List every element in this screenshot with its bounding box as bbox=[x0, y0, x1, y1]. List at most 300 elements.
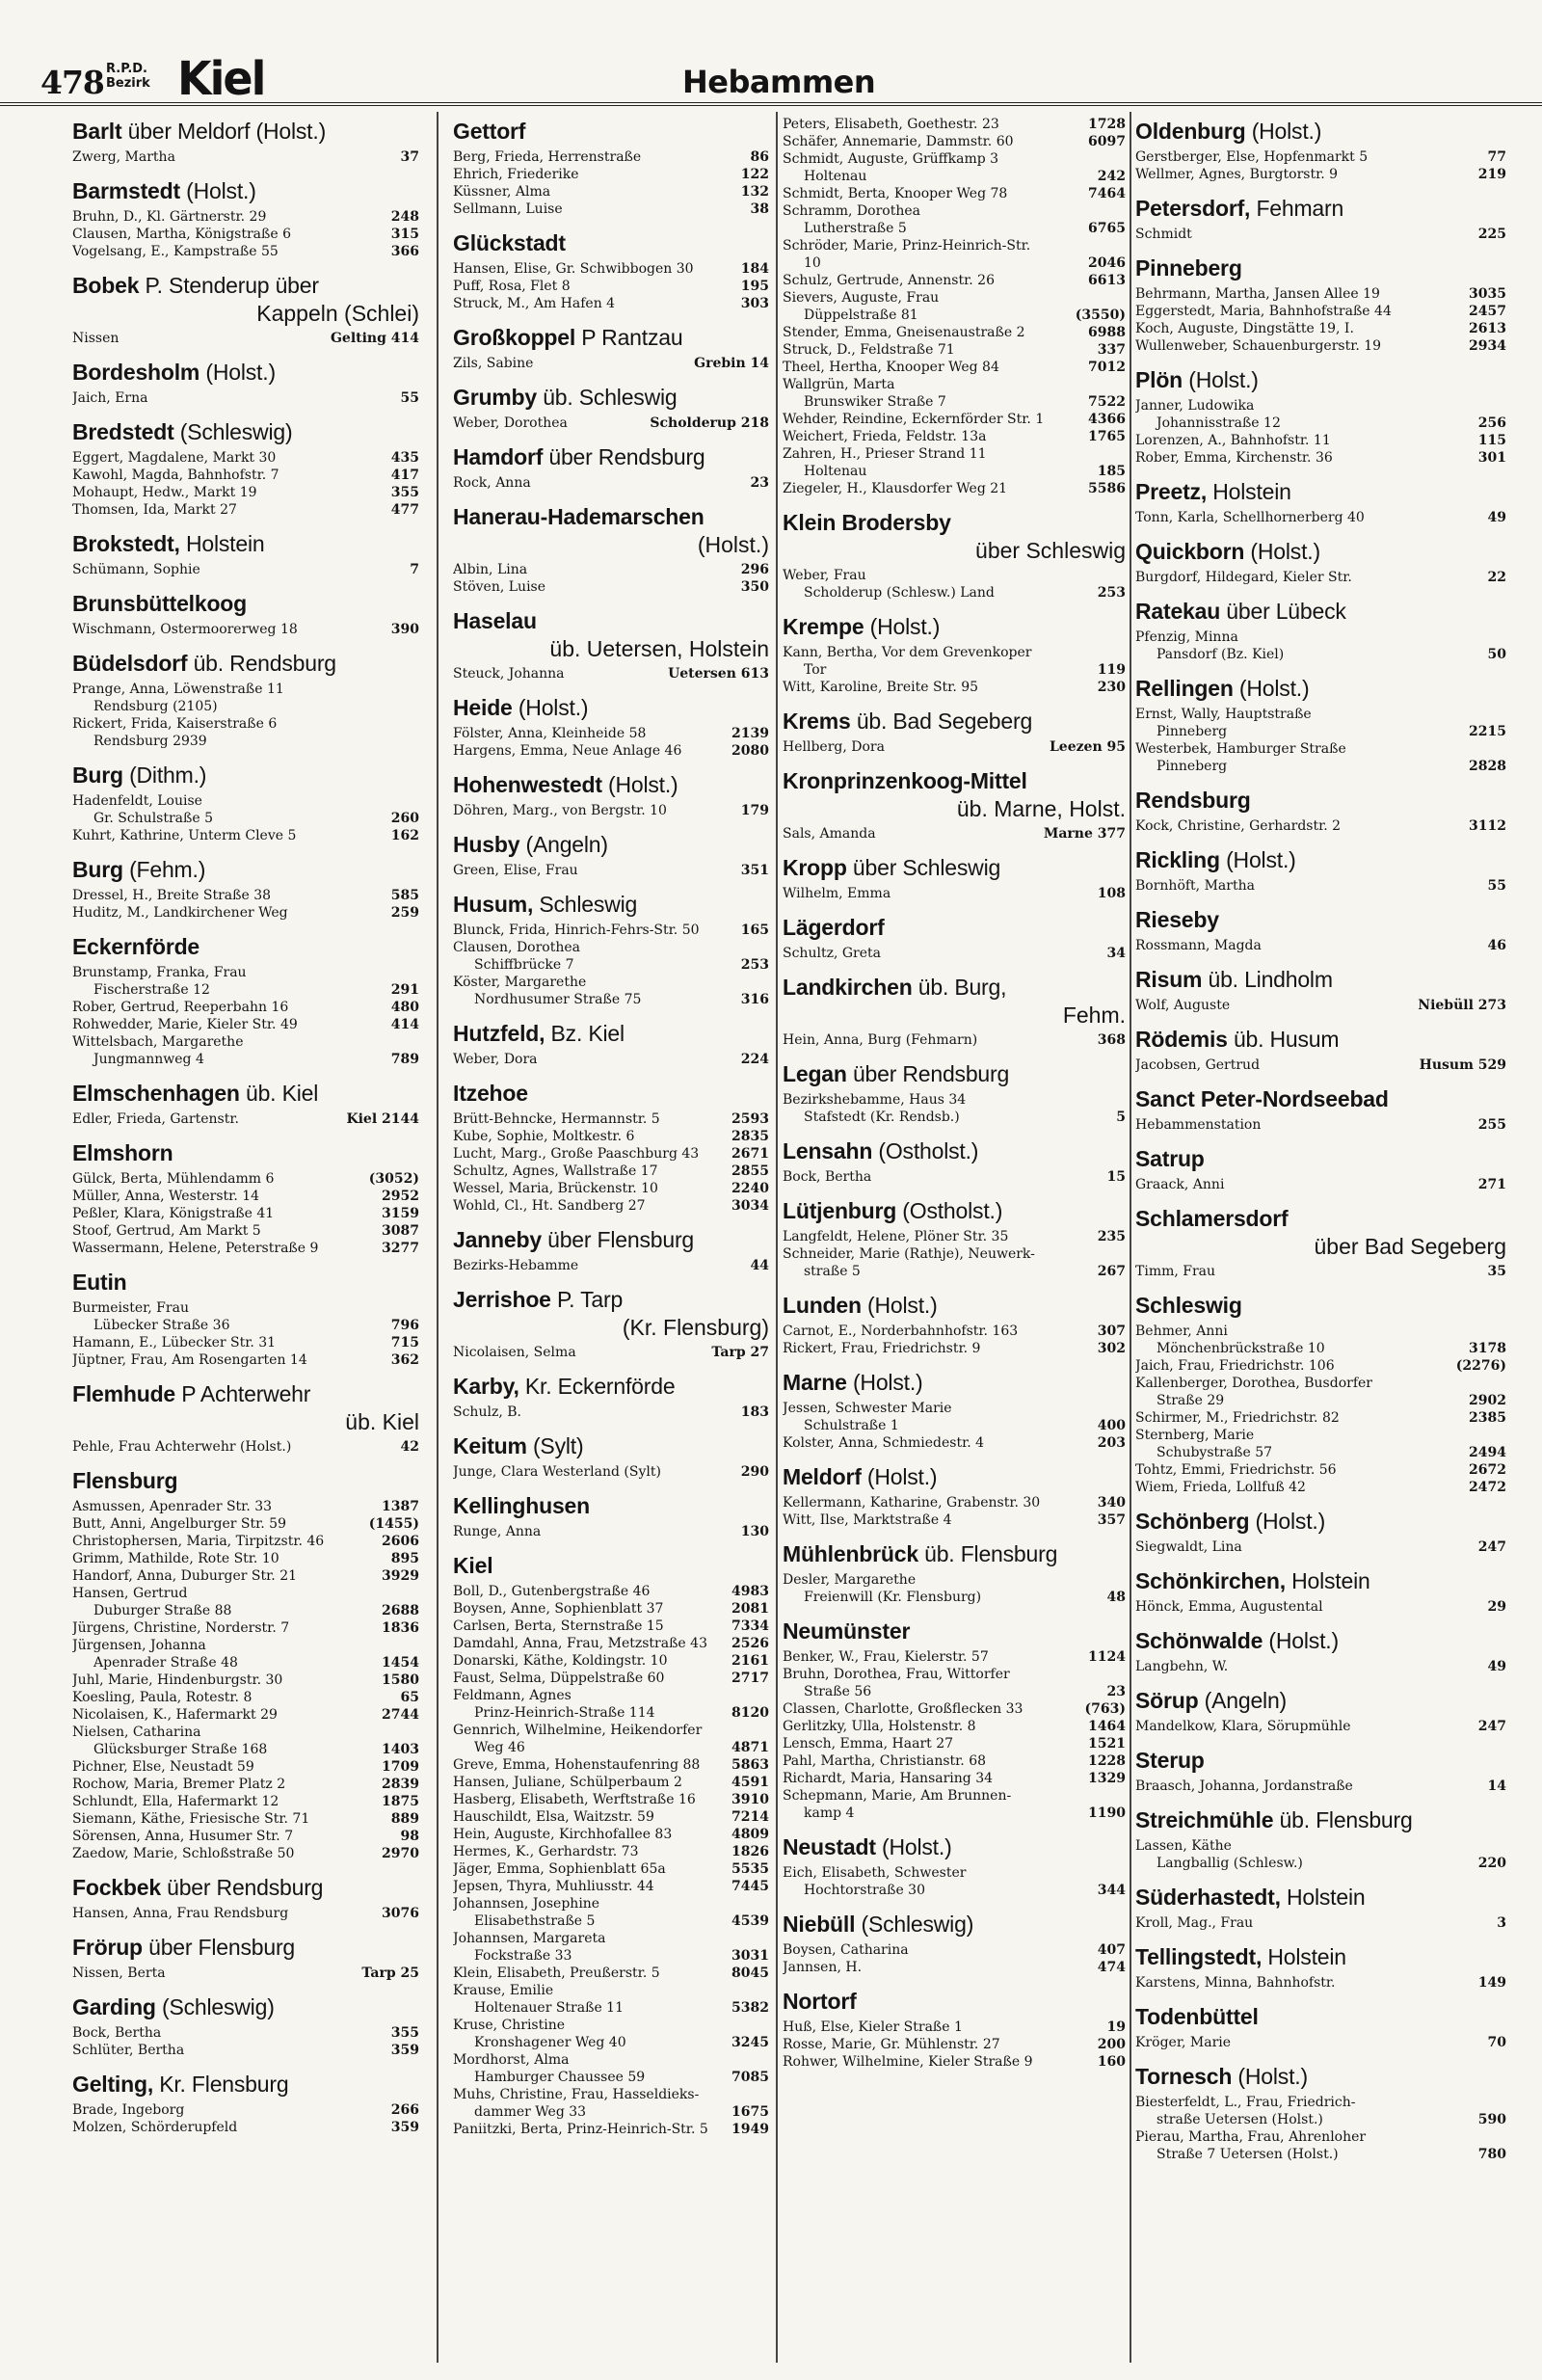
town-heading bbox=[453, 1552, 769, 1579]
town-heading bbox=[1135, 195, 1506, 222]
column-1 bbox=[72, 116, 419, 2362]
midwife-entry bbox=[1135, 1718, 1506, 1735]
entry-phone: 55 bbox=[400, 390, 419, 406]
entry-address: Pinneberg bbox=[1156, 759, 1228, 774]
midwife-entry bbox=[783, 185, 1126, 202]
town-name: Kiel bbox=[453, 1553, 493, 1578]
entry-name: Nicolaisen, Selma bbox=[453, 1345, 576, 1360]
town-name: Grumby bbox=[453, 385, 537, 410]
entry-name: Jürgens, Christine, Norderstr. 7 bbox=[72, 1620, 290, 1636]
entry-name: Wolf, Auguste bbox=[1135, 998, 1231, 1013]
town-heading bbox=[783, 1197, 1126, 1224]
entry-name: Kallenberger, Dorothea, Busdorfer bbox=[1135, 1376, 1372, 1391]
town-locator-continued: über Schleswig bbox=[975, 538, 1126, 563]
midwife-entry bbox=[1135, 877, 1506, 895]
midwife-entry bbox=[453, 474, 769, 492]
town-heading bbox=[1135, 2003, 1506, 2030]
entry-phone: 357 bbox=[1097, 1512, 1126, 1528]
town-locator: üb. Husum bbox=[1233, 1027, 1340, 1052]
midwife-entry bbox=[453, 1051, 769, 1068]
midwife-entry bbox=[72, 1299, 419, 1334]
entry-address: Tor bbox=[804, 662, 827, 678]
town-heading bbox=[1135, 1627, 1506, 1654]
town-heading bbox=[72, 2071, 419, 2098]
entry-phone: 267 bbox=[1097, 1264, 1126, 1279]
entry-phone: 14 bbox=[1487, 1778, 1506, 1794]
midwife-entry bbox=[453, 1878, 769, 1895]
entry-name: Behrmann, Martha, Jansen Allee 19 bbox=[1135, 286, 1380, 302]
entry-phone: 3112 bbox=[1469, 818, 1506, 834]
entry-phone: 42 bbox=[400, 1439, 419, 1455]
town-locator: über Rendsburg bbox=[167, 1875, 324, 1900]
town-name: Kronprinzenkoog-Mittel bbox=[783, 768, 1027, 793]
entry-phone: 895 bbox=[390, 1551, 419, 1566]
midwife-entry bbox=[453, 1197, 769, 1215]
midwife-entry bbox=[72, 1351, 419, 1369]
midwife-entry bbox=[1135, 1461, 1506, 1479]
entry-name: Zwerg, Martha bbox=[72, 149, 175, 165]
entry-phone: (763) bbox=[1084, 1701, 1126, 1717]
midwife-entry bbox=[453, 725, 769, 742]
entry-name: Hadenfeldt, Louise bbox=[72, 793, 202, 809]
town-name: Haselau bbox=[453, 608, 537, 633]
entry-name: Witt, Karoline, Breite Str. 95 bbox=[783, 680, 979, 695]
midwife-entry bbox=[72, 1205, 419, 1222]
entry-name: Boysen, Catharina bbox=[783, 1942, 909, 1958]
entry-name: Mordhorst, Alma bbox=[453, 2052, 570, 2068]
midwife-entry bbox=[453, 355, 769, 372]
entry-phone: 400 bbox=[1097, 1418, 1126, 1433]
entry-phone: 7012 bbox=[1088, 360, 1126, 375]
midwife-entry bbox=[453, 2121, 769, 2138]
town-locator: üb. Flensburg bbox=[924, 1541, 1058, 1566]
town-name: Schlamersdorf bbox=[1135, 1206, 1289, 1231]
entry-name: Stöven, Luise bbox=[453, 579, 546, 595]
entry-phone: 179 bbox=[740, 803, 769, 818]
entry-phone: 219 bbox=[1477, 167, 1506, 182]
entry-phone: 224 bbox=[740, 1052, 769, 1067]
entry-name: Peters, Elisabeth, Goethestr. 23 bbox=[783, 117, 999, 132]
town-locator: üb. Schleswig bbox=[543, 385, 678, 410]
town-locator: üb. Lindholm bbox=[1208, 967, 1333, 992]
entry-name: Puff, Rosa, Flet 8 bbox=[453, 279, 571, 294]
entry-phone: 247 bbox=[1477, 1539, 1506, 1555]
town-name: Rödemis bbox=[1135, 1027, 1228, 1052]
entry-name: Hasberg, Elisabeth, Werftstraße 16 bbox=[453, 1792, 696, 1807]
entry-name: Westerbek, Hamburger Straße bbox=[1135, 741, 1346, 757]
midwife-entry bbox=[783, 1941, 1126, 1959]
entry-name: Weichert, Frieda, Feldstr. 13a bbox=[783, 429, 987, 444]
town-locator-continued: (Holst.) bbox=[697, 532, 769, 557]
town-locator: P. Tarp bbox=[556, 1287, 624, 1312]
midwife-entry bbox=[783, 116, 1126, 133]
town-heading bbox=[783, 1060, 1126, 1087]
town-heading bbox=[453, 1373, 769, 1400]
entry-name: Fölster, Anna, Kleinheide 58 bbox=[453, 726, 647, 741]
entry-name: Brütt-Behncke, Hermannstr. 5 bbox=[453, 1111, 660, 1127]
entry-name: Struck, M., Am Hafen 4 bbox=[453, 296, 616, 311]
entry-phone: 2672 bbox=[1469, 1462, 1506, 1478]
midwife-entry bbox=[72, 1550, 419, 1567]
entry-name: Vogelsang, E., Kampstraße 55 bbox=[72, 244, 279, 259]
entry-name: Clausen, Dorothea bbox=[453, 940, 580, 955]
town-locator: üb. Rendsburg bbox=[193, 651, 336, 676]
town-locator: (Holst.) bbox=[1238, 676, 1310, 701]
town-name: Elmschenhagen bbox=[72, 1081, 240, 1106]
entry-phone: 296 bbox=[740, 562, 769, 577]
entry-phone: 355 bbox=[390, 485, 419, 500]
midwife-entry bbox=[453, 2086, 769, 2121]
town-name: Eutin bbox=[72, 1270, 127, 1295]
entry-phone: 256 bbox=[1477, 415, 1506, 431]
midwife-entry bbox=[72, 1334, 419, 1351]
entry-name: Schümann, Sophie bbox=[72, 562, 200, 577]
town-locator: (Angeln) bbox=[525, 832, 608, 857]
entry-phone: 889 bbox=[390, 1811, 419, 1827]
town-name: Satrup bbox=[1135, 1146, 1205, 1171]
town-name: Lütjenburg bbox=[783, 1198, 897, 1223]
town-heading bbox=[453, 831, 769, 858]
entry-phone: 2606 bbox=[382, 1534, 419, 1549]
entry-name: Jepsen, Thyra, Muhliusstr. 44 bbox=[453, 1879, 654, 1894]
entry-name: Rossmann, Magda bbox=[1135, 938, 1262, 953]
entry-phone: 337 bbox=[1097, 342, 1126, 358]
midwife-entry bbox=[1135, 337, 1506, 355]
town-name: Schleswig bbox=[1135, 1293, 1242, 1318]
town-name: Neustadt bbox=[783, 1834, 876, 1859]
entry-phone: 230 bbox=[1097, 680, 1126, 695]
entry-name: Köster, Margarethe bbox=[453, 975, 587, 990]
midwife-entry bbox=[453, 742, 769, 760]
entry-phone: 2526 bbox=[731, 1636, 769, 1651]
midwife-entry bbox=[72, 1585, 419, 1619]
entry-name: Siegwaldt, Lina bbox=[1135, 1539, 1242, 1555]
entry-address: Straße 56 bbox=[804, 1684, 872, 1699]
town-name: Husum, bbox=[453, 892, 534, 917]
entry-address: Nordhusumer Straße 75 bbox=[474, 992, 642, 1007]
entry-phone: 6765 bbox=[1088, 221, 1126, 236]
entry-name: Wassermann, Helene, Peterstraße 9 bbox=[72, 1241, 319, 1256]
entry-phone: 2839 bbox=[382, 1777, 419, 1792]
midwife-entry bbox=[72, 1724, 419, 1758]
midwife-entry bbox=[1135, 509, 1506, 526]
midwife-entry bbox=[72, 1671, 419, 1689]
town-name: Sörup bbox=[1135, 1688, 1199, 1713]
town-name: Bredstedt bbox=[72, 419, 174, 444]
entry-phone: 2161 bbox=[731, 1653, 769, 1669]
midwife-entry bbox=[783, 1340, 1126, 1357]
town-name: Oldenburg bbox=[1135, 119, 1246, 144]
entry-phone: 255 bbox=[1477, 1117, 1506, 1133]
entry-name: Weber, Dora bbox=[453, 1052, 538, 1067]
entry-address: Rendsburg 2939 bbox=[93, 734, 207, 749]
town-locator: Kr. Eckernförde bbox=[524, 1374, 676, 1399]
section-title: Hebammen bbox=[682, 64, 876, 100]
town-heading bbox=[783, 1369, 1126, 1396]
entry-phone: 2744 bbox=[382, 1707, 419, 1723]
midwife-entry bbox=[783, 341, 1126, 359]
town-heading bbox=[72, 177, 419, 204]
entry-phone: 290 bbox=[740, 1464, 769, 1480]
town-locator: über Lübeck bbox=[1226, 599, 1346, 624]
midwife-entry bbox=[783, 1700, 1126, 1718]
entry-phone: 1875 bbox=[382, 1794, 419, 1809]
entry-phone: 1403 bbox=[382, 1742, 419, 1757]
entry-phone: 1329 bbox=[1088, 1771, 1126, 1786]
entry-name: Faust, Selma, Düppelstraße 60 bbox=[453, 1671, 665, 1686]
entry-name: Runge, Anna bbox=[453, 1524, 542, 1539]
midwife-entry bbox=[783, 272, 1126, 289]
entry-phone: 3034 bbox=[731, 1198, 769, 1214]
entry-name: Jessen, Schwester Marie bbox=[783, 1401, 952, 1416]
town-locator: (Fehm.) bbox=[129, 857, 206, 882]
entry-name: Damdahl, Anna, Frau, Metzstraße 43 bbox=[453, 1636, 707, 1651]
town-heading bbox=[1135, 2063, 1506, 2090]
town-name: Eckernförde bbox=[72, 934, 200, 959]
entry-name: Biesterfeldt, L., Frau, Friedrich- bbox=[1135, 2095, 1356, 2110]
entry-name: Schneider, Marie (Rathje), Neuwerk- bbox=[783, 1246, 1035, 1262]
midwife-entry bbox=[453, 295, 769, 312]
midwife-entry bbox=[72, 1188, 419, 1205]
entry-name: Timm, Frau bbox=[1135, 1264, 1216, 1279]
entry-phone: 362 bbox=[390, 1352, 419, 1368]
midwife-entry bbox=[1135, 449, 1506, 467]
town-name: Itzehoe bbox=[453, 1081, 528, 1106]
entry-phone: 6097 bbox=[1088, 134, 1126, 149]
entry-name: Jäger, Emma, Sophienblatt 65a bbox=[453, 1861, 666, 1877]
entry-phone: 351 bbox=[740, 863, 769, 878]
midwife-entry bbox=[1135, 1116, 1506, 1134]
midwife-entry bbox=[783, 480, 1126, 497]
town-heading bbox=[783, 1911, 1126, 1938]
midwife-entry bbox=[72, 1965, 419, 1982]
midwife-entry bbox=[72, 715, 419, 750]
midwife-entry bbox=[72, 2101, 419, 2119]
midwife-entry bbox=[72, 1533, 419, 1550]
entry-name: Johannsen, Josephine bbox=[453, 1896, 600, 1912]
midwife-entry bbox=[783, 1400, 1126, 1434]
entry-phone: 1836 bbox=[382, 1620, 419, 1636]
town-locator: über Rendsburg bbox=[548, 444, 705, 469]
town-name: Hutzfeld, bbox=[453, 1021, 545, 1046]
town-locator: (Holst.) bbox=[1251, 119, 1322, 144]
midwife-entry bbox=[453, 1965, 769, 1982]
town-heading bbox=[783, 1463, 1126, 1490]
midwife-entry bbox=[72, 904, 419, 922]
midwife-entry bbox=[1135, 2034, 1506, 2051]
entry-name: Hermes, K., Gerhardstr. 73 bbox=[453, 1844, 639, 1859]
midwife-entry bbox=[72, 1240, 419, 1257]
town-locator: (Holst.) bbox=[852, 1370, 923, 1395]
town-name: Elmshorn bbox=[72, 1140, 173, 1165]
midwife-entry bbox=[453, 1404, 769, 1421]
entry-address: Apenrader Straße 48 bbox=[93, 1655, 238, 1671]
entry-phone: 480 bbox=[390, 1000, 419, 1015]
town-name: Nortorf bbox=[783, 1989, 857, 2014]
column-4 bbox=[1135, 116, 1506, 2362]
midwife-entry bbox=[453, 802, 769, 819]
entry-name: Gerstberger, Else, Hopfenmarkt 5 bbox=[1135, 149, 1369, 165]
midwife-entry bbox=[1135, 1658, 1506, 1675]
town-name: Todenbüttel bbox=[1135, 2004, 1259, 2029]
entry-name: Jürgensen, Johanna bbox=[72, 1638, 206, 1653]
midwife-entry bbox=[453, 1600, 769, 1618]
town-locator: (Holst.) bbox=[1237, 2064, 1308, 2089]
entry-phone: 2855 bbox=[731, 1163, 769, 1179]
town-heading bbox=[453, 229, 769, 256]
entry-phone: 2081 bbox=[731, 1601, 769, 1617]
midwife-entry bbox=[1135, 1176, 1506, 1193]
entry-name: Braasch, Johanna, Jordanstraße bbox=[1135, 1778, 1353, 1794]
midwife-entry bbox=[1135, 628, 1506, 663]
entry-name: Müller, Anna, Westerstr. 14 bbox=[72, 1189, 260, 1204]
midwife-entry bbox=[1135, 397, 1506, 432]
town-heading bbox=[453, 443, 769, 470]
entry-phone: 98 bbox=[400, 1829, 419, 1844]
entry-name: Kann, Bertha, Vor dem Grevenkoper bbox=[783, 645, 1032, 660]
midwife-entry bbox=[72, 1793, 419, 1810]
town-name: Klein Brodersby bbox=[783, 510, 951, 535]
entry-address: Düppelstraße 81 bbox=[804, 308, 918, 323]
town-heading bbox=[1135, 675, 1506, 702]
town-name: Karby, bbox=[453, 1374, 519, 1399]
town-name: Legan bbox=[783, 1061, 847, 1086]
town-locator: über Flensburg bbox=[547, 1227, 695, 1252]
entry-address: Holtenau bbox=[804, 464, 867, 479]
entry-address: Pinneberg bbox=[1156, 724, 1228, 739]
midwife-entry bbox=[1135, 1323, 1506, 1357]
entry-name: Clausen, Martha, Königstraße 6 bbox=[72, 227, 292, 242]
entry-phone: 4871 bbox=[731, 1740, 769, 1755]
entry-phone: 165 bbox=[740, 923, 769, 938]
midwife-entry bbox=[783, 1864, 1126, 1899]
entry-phone: 108 bbox=[1097, 886, 1126, 901]
entry-name: Desler, Margarethe bbox=[783, 1572, 917, 1588]
entry-name: Johannsen, Margareta bbox=[453, 1931, 606, 1946]
town-locator-continued: üb. Uetersen, Holstein bbox=[549, 636, 769, 661]
town-name: Lunden bbox=[783, 1293, 862, 1318]
town-heading bbox=[783, 1618, 1126, 1645]
entry-phone: Leezen 95 bbox=[1049, 739, 1126, 755]
midwife-entry bbox=[453, 665, 769, 682]
midwife-entry bbox=[783, 1770, 1126, 1787]
entry-name: Green, Elise, Frau bbox=[453, 863, 578, 878]
town-name: Großkoppel bbox=[453, 325, 576, 350]
town-name: Frörup bbox=[72, 1935, 143, 1960]
entry-phone: 301 bbox=[1477, 450, 1506, 466]
midwife-entry bbox=[783, 1648, 1126, 1666]
entry-phone: 225 bbox=[1477, 227, 1506, 242]
entry-name: Hönck, Emma, Augustental bbox=[1135, 1599, 1323, 1615]
town-name: Hohenwestedt bbox=[453, 772, 602, 797]
town-heading bbox=[72, 590, 419, 617]
entry-phone: 7445 bbox=[731, 1879, 769, 1894]
town-heading bbox=[783, 708, 1126, 735]
town-locator: (Holst.) bbox=[186, 178, 256, 203]
entry-name: Koesling, Paula, Rotestr. 8 bbox=[72, 1690, 253, 1705]
town-name: Flensburg bbox=[72, 1468, 178, 1493]
town-name: Sterup bbox=[1135, 1748, 1205, 1773]
town-heading bbox=[453, 607, 769, 634]
town-locator: (Schleswig) bbox=[861, 1912, 974, 1937]
entry-name: Nissen bbox=[72, 331, 120, 346]
entry-phone: 1190 bbox=[1088, 1805, 1126, 1821]
entry-phone: 302 bbox=[1097, 1341, 1126, 1356]
town-name: Hamdorf bbox=[453, 444, 544, 469]
midwife-entry bbox=[783, 202, 1126, 237]
entry-phone: (1455) bbox=[368, 1516, 419, 1532]
midwife-entry bbox=[72, 148, 419, 166]
entry-name: Bezirkshebamme, Haus 34 bbox=[783, 1092, 967, 1108]
entry-name: Schröder, Marie, Prinz-Heinrich-Str. bbox=[783, 238, 1031, 254]
town-locator: (Holst.) bbox=[1226, 847, 1296, 872]
entry-name: Kröger, Marie bbox=[1135, 2035, 1232, 2050]
town-locator: Holstein bbox=[185, 531, 265, 556]
entry-name: Kock, Christine, Gerhardstr. 2 bbox=[1135, 818, 1342, 834]
entry-phone: 2593 bbox=[731, 1111, 769, 1127]
entry-phone: (3550) bbox=[1075, 308, 1126, 323]
entry-phone: 4983 bbox=[731, 1584, 769, 1599]
entry-name: Handorf, Anna, Duburger Str. 21 bbox=[72, 1568, 298, 1584]
entry-name: Bezirks-Hebamme bbox=[453, 1258, 579, 1273]
entry-name: Schepmann, Marie, Am Brunnen- bbox=[783, 1788, 1012, 1804]
entry-phone: 6988 bbox=[1088, 325, 1126, 340]
midwife-entry bbox=[1135, 740, 1506, 775]
entry-phone: Marne 377 bbox=[1043, 826, 1126, 842]
entry-phone: 5 bbox=[1116, 1110, 1126, 1125]
entry-name: Koch, Auguste, Dingstätte 19, I. bbox=[1135, 321, 1354, 336]
town-heading bbox=[783, 1292, 1126, 1319]
entry-name: Gennrich, Wilhelmine, Heikendorfer bbox=[453, 1723, 703, 1738]
entry-phone: 291 bbox=[390, 982, 419, 998]
entry-name: Bornhöft, Martha bbox=[1135, 878, 1255, 894]
town-name: Krems bbox=[783, 709, 851, 734]
midwife-entry bbox=[453, 578, 769, 596]
column-2 bbox=[453, 116, 769, 2362]
entry-phone: Kiel 2144 bbox=[346, 1111, 419, 1127]
midwife-entry bbox=[453, 183, 769, 201]
midwife-entry bbox=[1135, 1778, 1506, 1795]
midwife-entry bbox=[1135, 1598, 1506, 1616]
town-heading bbox=[1135, 1884, 1506, 1911]
town-heading bbox=[783, 854, 1126, 881]
midwife-entry bbox=[453, 201, 769, 218]
midwife-entry bbox=[453, 1774, 769, 1791]
entry-name: Döhren, Marg., von Bergstr. 10 bbox=[453, 803, 667, 818]
entry-name: Hargens, Emma, Neue Anlage 46 bbox=[453, 743, 682, 759]
entry-name: Schultz, Greta bbox=[783, 946, 881, 961]
midwife-entry bbox=[453, 1826, 769, 1843]
midwife-entry bbox=[453, 974, 769, 1008]
column-divider bbox=[1130, 112, 1131, 2363]
town-name: Tellingstedt, bbox=[1135, 1944, 1263, 1969]
midwife-entry bbox=[453, 1583, 769, 1600]
entry-phone: 417 bbox=[390, 468, 419, 483]
entry-name: Molzen, Schörderupfeld bbox=[72, 2120, 238, 2135]
town-name: Barlt bbox=[72, 119, 122, 144]
entry-name: Eich, Elisabeth, Schwester bbox=[783, 1865, 967, 1881]
entry-phone: 315 bbox=[390, 227, 419, 242]
entry-name: Bock, Bertha bbox=[783, 1169, 872, 1185]
entry-name: Struck, D., Feldstraße 71 bbox=[783, 342, 955, 358]
entry-phone: 3035 bbox=[1469, 286, 1506, 302]
town-name: Preetz, bbox=[1135, 479, 1208, 504]
town-name: Lägerdorf bbox=[783, 915, 885, 940]
entry-phone: 15 bbox=[1106, 1169, 1126, 1185]
entry-name: Schmidt, Berta, Knooper Weg 78 bbox=[783, 186, 1008, 201]
entry-name: Lorenzen, A., Bahnhofstr. 11 bbox=[1135, 433, 1331, 448]
entry-phone: 2952 bbox=[382, 1189, 419, 1204]
